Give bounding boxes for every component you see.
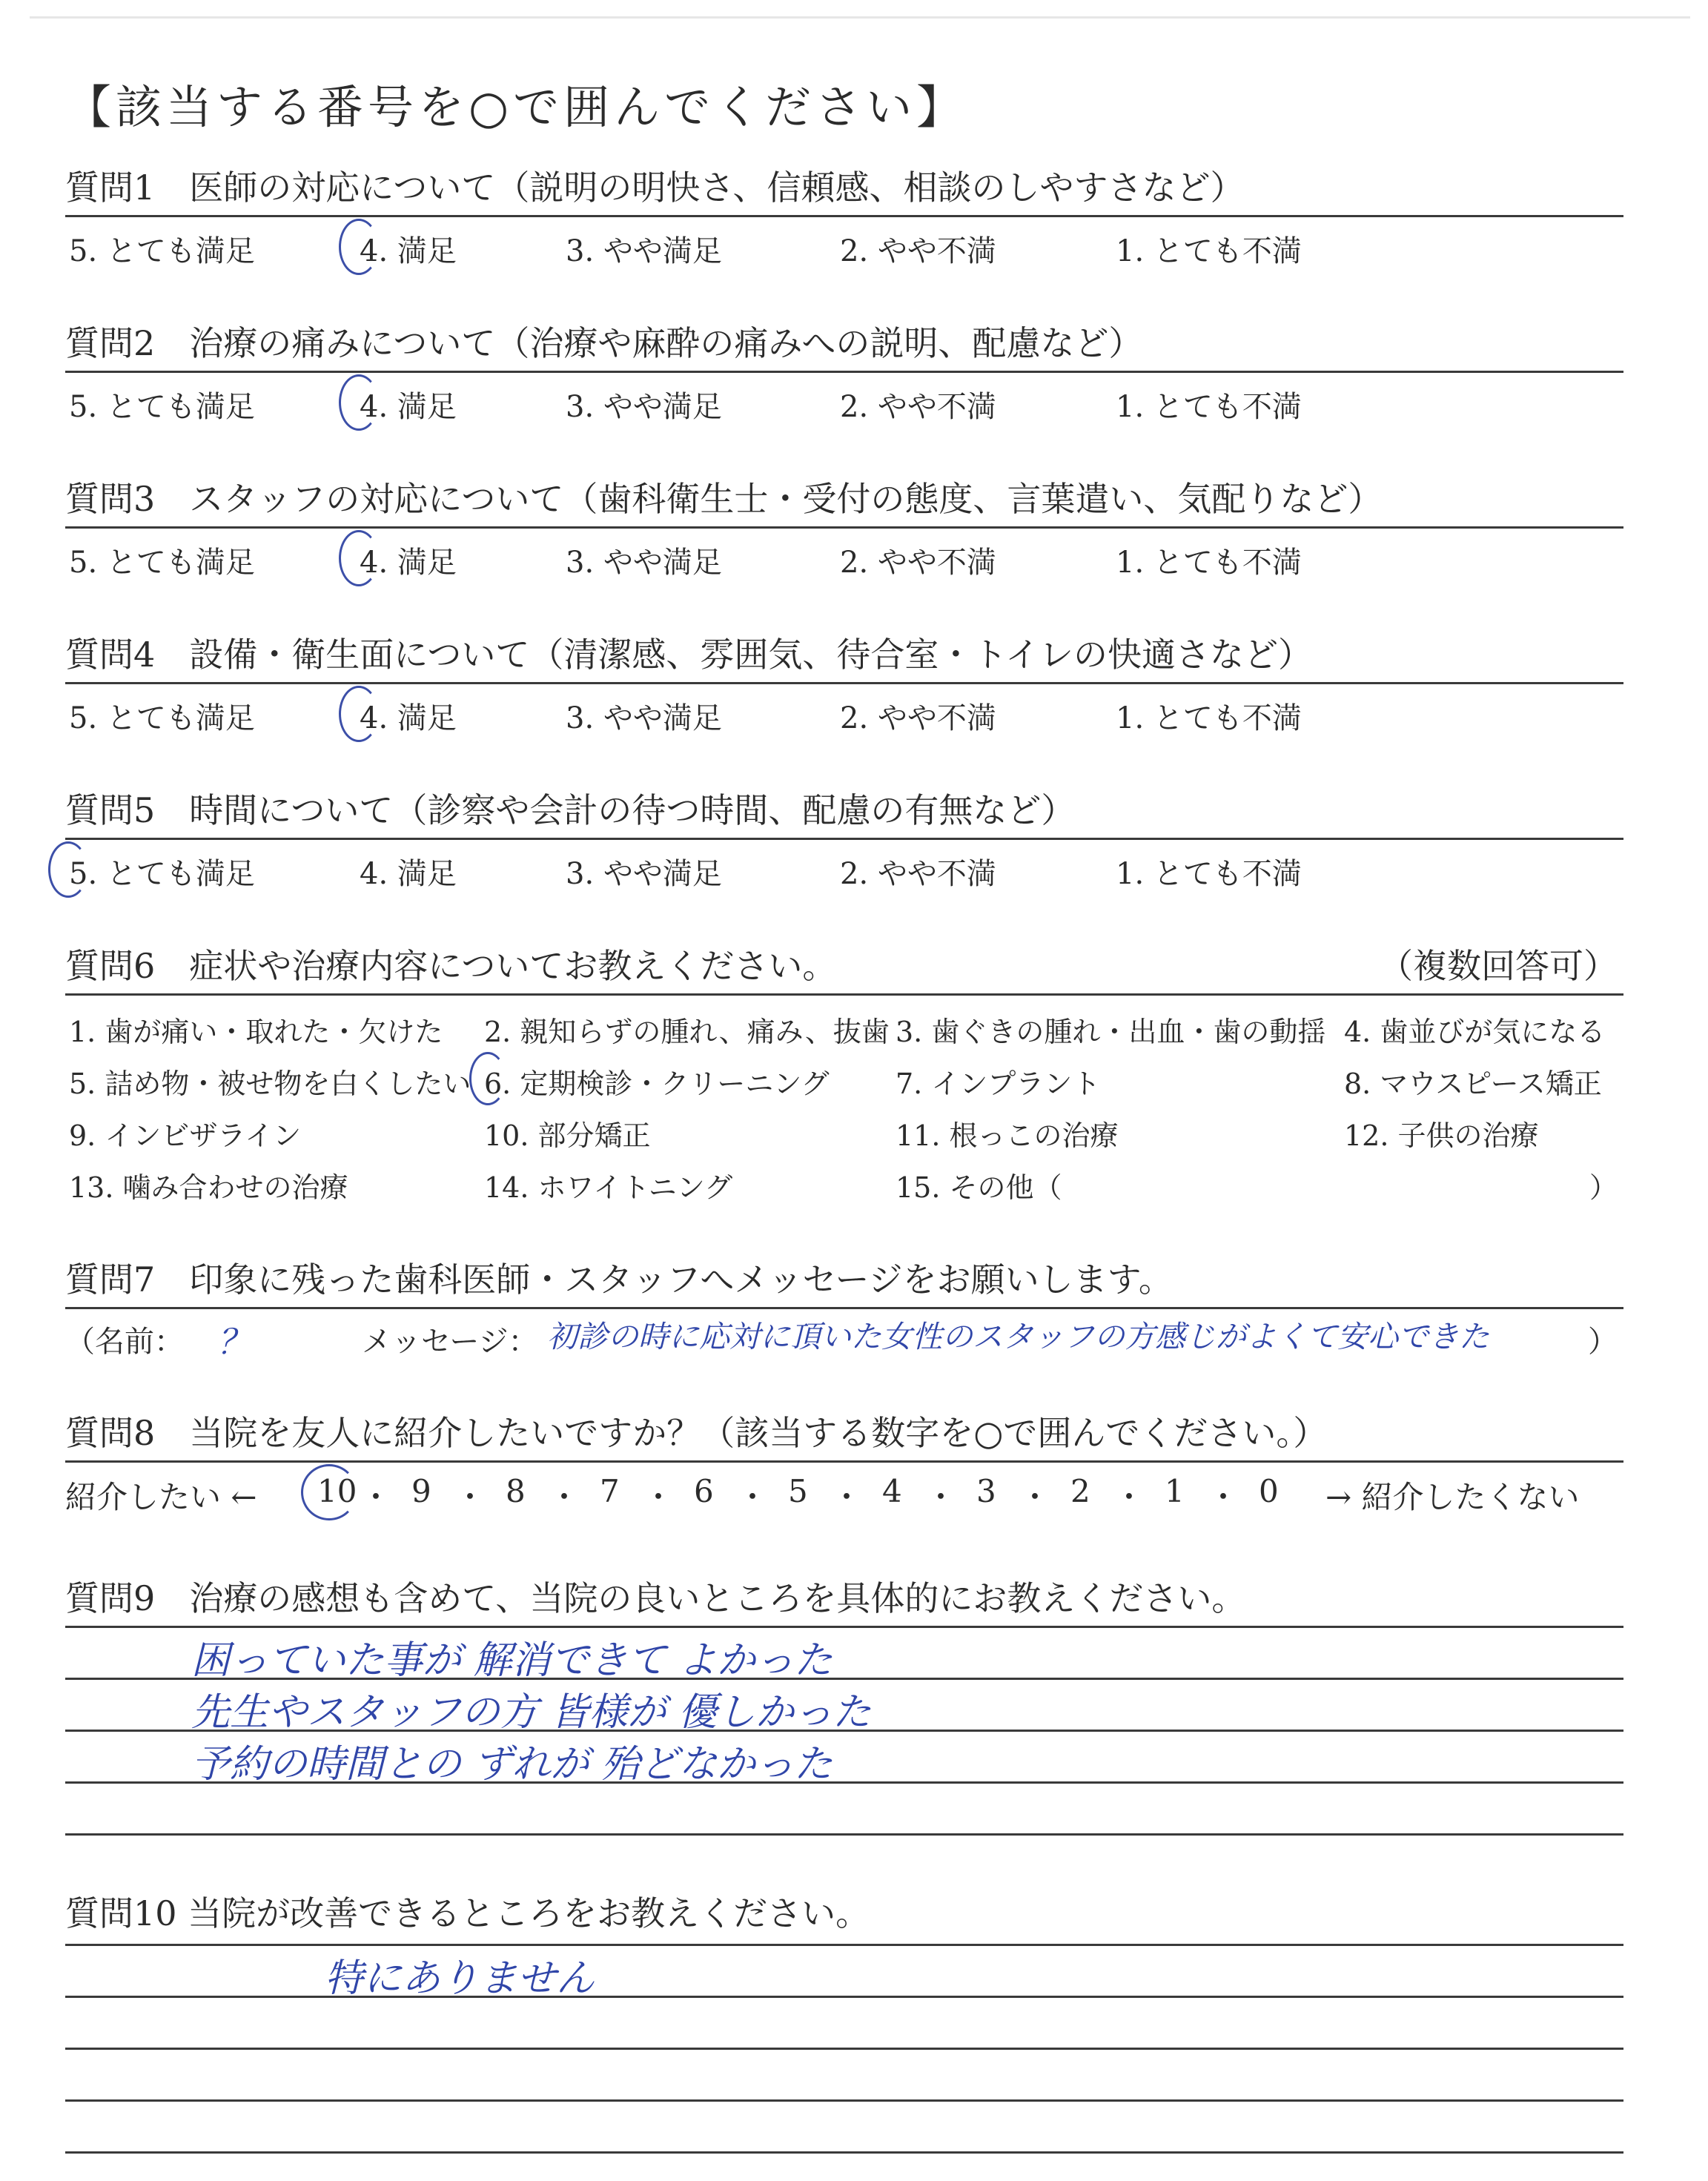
rating-option[interactable]: 2. やや不満	[840, 234, 996, 268]
rating-options	[65, 539, 1623, 586]
rating-option[interactable]: 3. やや満足	[566, 390, 722, 424]
writing-line	[65, 1833, 1623, 1836]
rating-option[interactable]: 4. 満足	[360, 701, 457, 735]
scale-separator: ・	[454, 1479, 486, 1515]
scale-right-label: → 紹介したくない	[1325, 1479, 1580, 1515]
question-6-rule	[65, 993, 1623, 996]
writing-line	[65, 1781, 1623, 1784]
name-label: （名前：	[65, 1325, 184, 1359]
answer-lines-10	[65, 1936, 1623, 2181]
rating-option[interactable]: 3. やや満足	[566, 546, 722, 580]
scale-separator: ・	[360, 1479, 392, 1515]
symptom-option[interactable]: 4. 歯並びが気になる	[1344, 1016, 1606, 1048]
rating-options	[65, 228, 1623, 275]
question-8-title: 質問8 当院を友人に紹介したいですか？（該当する数字を○で囲んでください。）	[65, 1413, 1328, 1453]
symptom-option[interactable]: 5. 詰め物・被せ物を白くしたい	[69, 1068, 471, 1100]
symptom-option[interactable]: 14. ホワイトニング	[484, 1171, 733, 1204]
writing-line	[65, 2048, 1623, 2050]
rating-option[interactable]: 3. やや満足	[566, 701, 722, 735]
question-1-title: 質問1 医師の対応について（説明の明快さ、信頼感、相談のしやすさなど）	[65, 168, 1245, 208]
rating-option[interactable]: 5. とても満足	[69, 390, 255, 424]
page-title: 【該当する番号を○で囲んでください】	[65, 80, 967, 134]
symptom-options	[65, 1009, 1623, 1224]
symptom-option[interactable]: 7. インプラント	[896, 1068, 1101, 1100]
rating-option[interactable]: 1. とても不満	[1116, 857, 1302, 891]
question-10-title: 質問10 当院が改善できるところをお教えください。	[65, 1893, 870, 1933]
rating-option[interactable]: 3. やや満足	[566, 857, 722, 891]
symptom-option[interactable]: 2. 親知らずの腫れ、痛み、抜歯	[484, 1016, 890, 1048]
writing-line	[65, 1730, 1623, 1732]
question-4	[65, 632, 1623, 742]
rating-option[interactable]: 5. とても満足	[69, 234, 255, 268]
scale-left-label: 紹介したい ←	[65, 1479, 257, 1515]
scale-number[interactable]: 8	[506, 1473, 526, 1509]
question-9-title: 質問9 治療の感想も含めて、当院の良いところを具体的にお教えください。	[65, 1578, 1246, 1618]
question-9	[65, 1575, 1623, 1888]
rating-option[interactable]: 5. とても満足	[69, 546, 255, 580]
scale-number[interactable]: 0	[1259, 1473, 1279, 1509]
scale-separator: ・	[1019, 1479, 1051, 1515]
symptom-option[interactable]: 6. 定期検診・クリーニング	[484, 1068, 830, 1100]
rating-option[interactable]: 1. とても不満	[1116, 701, 1302, 735]
symptom-option[interactable]: 1. 歯が痛い・取れた・欠けた	[69, 1016, 443, 1048]
question-7-title: 質問7 印象に残った歯科医師・スタッフへメッセージをお願いします。	[65, 1260, 1173, 1300]
message-value[interactable]: 初診の時に応対に頂いた女性のスタッフの方感じがよくて安心できた	[547, 1319, 1489, 1354]
rating-option[interactable]: 3. やや満足	[566, 234, 722, 268]
rating-option[interactable]: 2. やや不満	[840, 546, 996, 580]
question-7	[65, 1257, 1623, 1370]
symptom-option[interactable]: 8. マウスピース矯正	[1344, 1068, 1602, 1100]
scale-separator: ・	[549, 1479, 580, 1515]
writing-line	[65, 1626, 1623, 1628]
rating-option[interactable]: 1. とても不満	[1116, 390, 1302, 424]
scale-separator: ・	[1208, 1479, 1239, 1515]
rating-option[interactable]: 4. 満足	[360, 857, 457, 891]
answer-lines-9	[65, 1621, 1623, 1888]
rating-options	[65, 850, 1623, 898]
question-rule	[65, 682, 1623, 684]
scale-separator: ・	[925, 1479, 957, 1515]
scale-separator: ・	[643, 1479, 675, 1515]
scale-number[interactable]: 4	[882, 1473, 902, 1509]
question-1	[65, 165, 1623, 275]
scale-number[interactable]: 1	[1165, 1473, 1185, 1509]
symptom-option[interactable]: 12. 子供の治療	[1344, 1119, 1539, 1152]
symptom-option[interactable]: 9. インビザライン	[69, 1119, 302, 1152]
scale-number[interactable]: 10	[317, 1473, 357, 1509]
scale-number[interactable]: 5	[788, 1473, 808, 1509]
symptom-option[interactable]: 13. 噛み合わせの治療	[69, 1171, 348, 1204]
writing-line	[65, 2151, 1623, 2154]
rating-option[interactable]: 1. とても不満	[1116, 234, 1302, 268]
rating-option[interactable]: 4. 満足	[360, 390, 457, 424]
message-close-paren: ）	[1588, 1325, 1618, 1359]
writing-line	[65, 1944, 1623, 1946]
question-7-rule	[65, 1307, 1623, 1309]
scale-number[interactable]: 2	[1070, 1473, 1090, 1509]
writing-line	[65, 1678, 1623, 1680]
scale-number[interactable]: 6	[694, 1473, 714, 1509]
question-8-rule	[65, 1460, 1623, 1463]
message-label: メッセージ：	[362, 1325, 538, 1359]
scale-number[interactable]: 7	[600, 1473, 620, 1509]
rating-option[interactable]: 5. とても満足	[69, 701, 255, 735]
question-3	[65, 476, 1623, 586]
symptom-option[interactable]: 11. 根っこの治療	[896, 1119, 1119, 1152]
top-border	[30, 16, 1690, 19]
rating-option[interactable]: 5. とても満足	[69, 857, 255, 891]
writing-line	[65, 1996, 1623, 1998]
scale-number[interactable]: 3	[976, 1473, 996, 1509]
question-2	[65, 320, 1623, 431]
question-rule	[65, 371, 1623, 373]
rating-option[interactable]: 2. やや不満	[840, 701, 996, 735]
symptom-option[interactable]: 10. 部分矯正	[484, 1119, 651, 1152]
question-rule	[65, 838, 1623, 840]
other-close-paren: ）	[1589, 1171, 1618, 1204]
question-5-title: 質問5 時間について（診察や会計の待つ時間、配慮の有無など）	[65, 790, 1076, 830]
scale-separator: ・	[737, 1479, 769, 1515]
question-rule	[65, 215, 1623, 217]
symptom-option[interactable]: 3. 歯ぐきの腫れ・出血・歯の動揺	[896, 1016, 1326, 1048]
handwritten-answer[interactable]: 予約の時間との ずれが 殆どなかった	[191, 1742, 833, 1787]
recommend-scale	[65, 1473, 1623, 1520]
name-value[interactable]: ？	[217, 1322, 251, 1362]
question-8	[65, 1410, 1623, 1520]
scale-separator: ・	[1113, 1479, 1145, 1515]
question-rule	[65, 526, 1623, 529]
rating-option[interactable]: 2. やや不満	[840, 857, 996, 891]
scale-number[interactable]: 9	[411, 1473, 431, 1509]
rating-option[interactable]: 1. とても不満	[1116, 546, 1302, 580]
rating-option[interactable]: 4. 満足	[360, 546, 457, 580]
question-2-title: 質問2 治療の痛みについて（治療や麻酔の痛みへの説明、配慮など）	[65, 323, 1143, 363]
question-6	[65, 943, 1623, 1224]
handwritten-answer[interactable]: 先生やスタッフの方 皆様が 優しかった	[191, 1690, 872, 1735]
question-10	[65, 1890, 1623, 2181]
question-4-title: 質問4 設備・衛生面について（清潔感、雰囲気、待合室・トイレの快適さなど）	[65, 635, 1313, 675]
rating-option[interactable]: 4. 満足	[360, 234, 457, 268]
question-5	[65, 787, 1623, 898]
handwritten-answer[interactable]: 困っていた事が 解消できて よかった	[191, 1638, 833, 1683]
symptom-option[interactable]: 15. その他（	[896, 1171, 1062, 1204]
multiple-answer-note: （複数回答可）	[1379, 946, 1618, 986]
writing-line	[65, 2099, 1623, 2102]
rating-option[interactable]: 2. やや不満	[840, 390, 996, 424]
question-3-title: 質問3 スタッフの対応について（歯科衛生士・受付の態度、言葉遣い、気配りなど）	[65, 479, 1383, 519]
scale-separator: ・	[831, 1479, 863, 1515]
handwritten-answer[interactable]: 特にありません	[325, 1956, 595, 2001]
rating-options	[65, 695, 1623, 742]
rating-options	[65, 383, 1623, 431]
question-6-title: 質問6 症状や治療内容についてお教えください。	[65, 946, 837, 986]
